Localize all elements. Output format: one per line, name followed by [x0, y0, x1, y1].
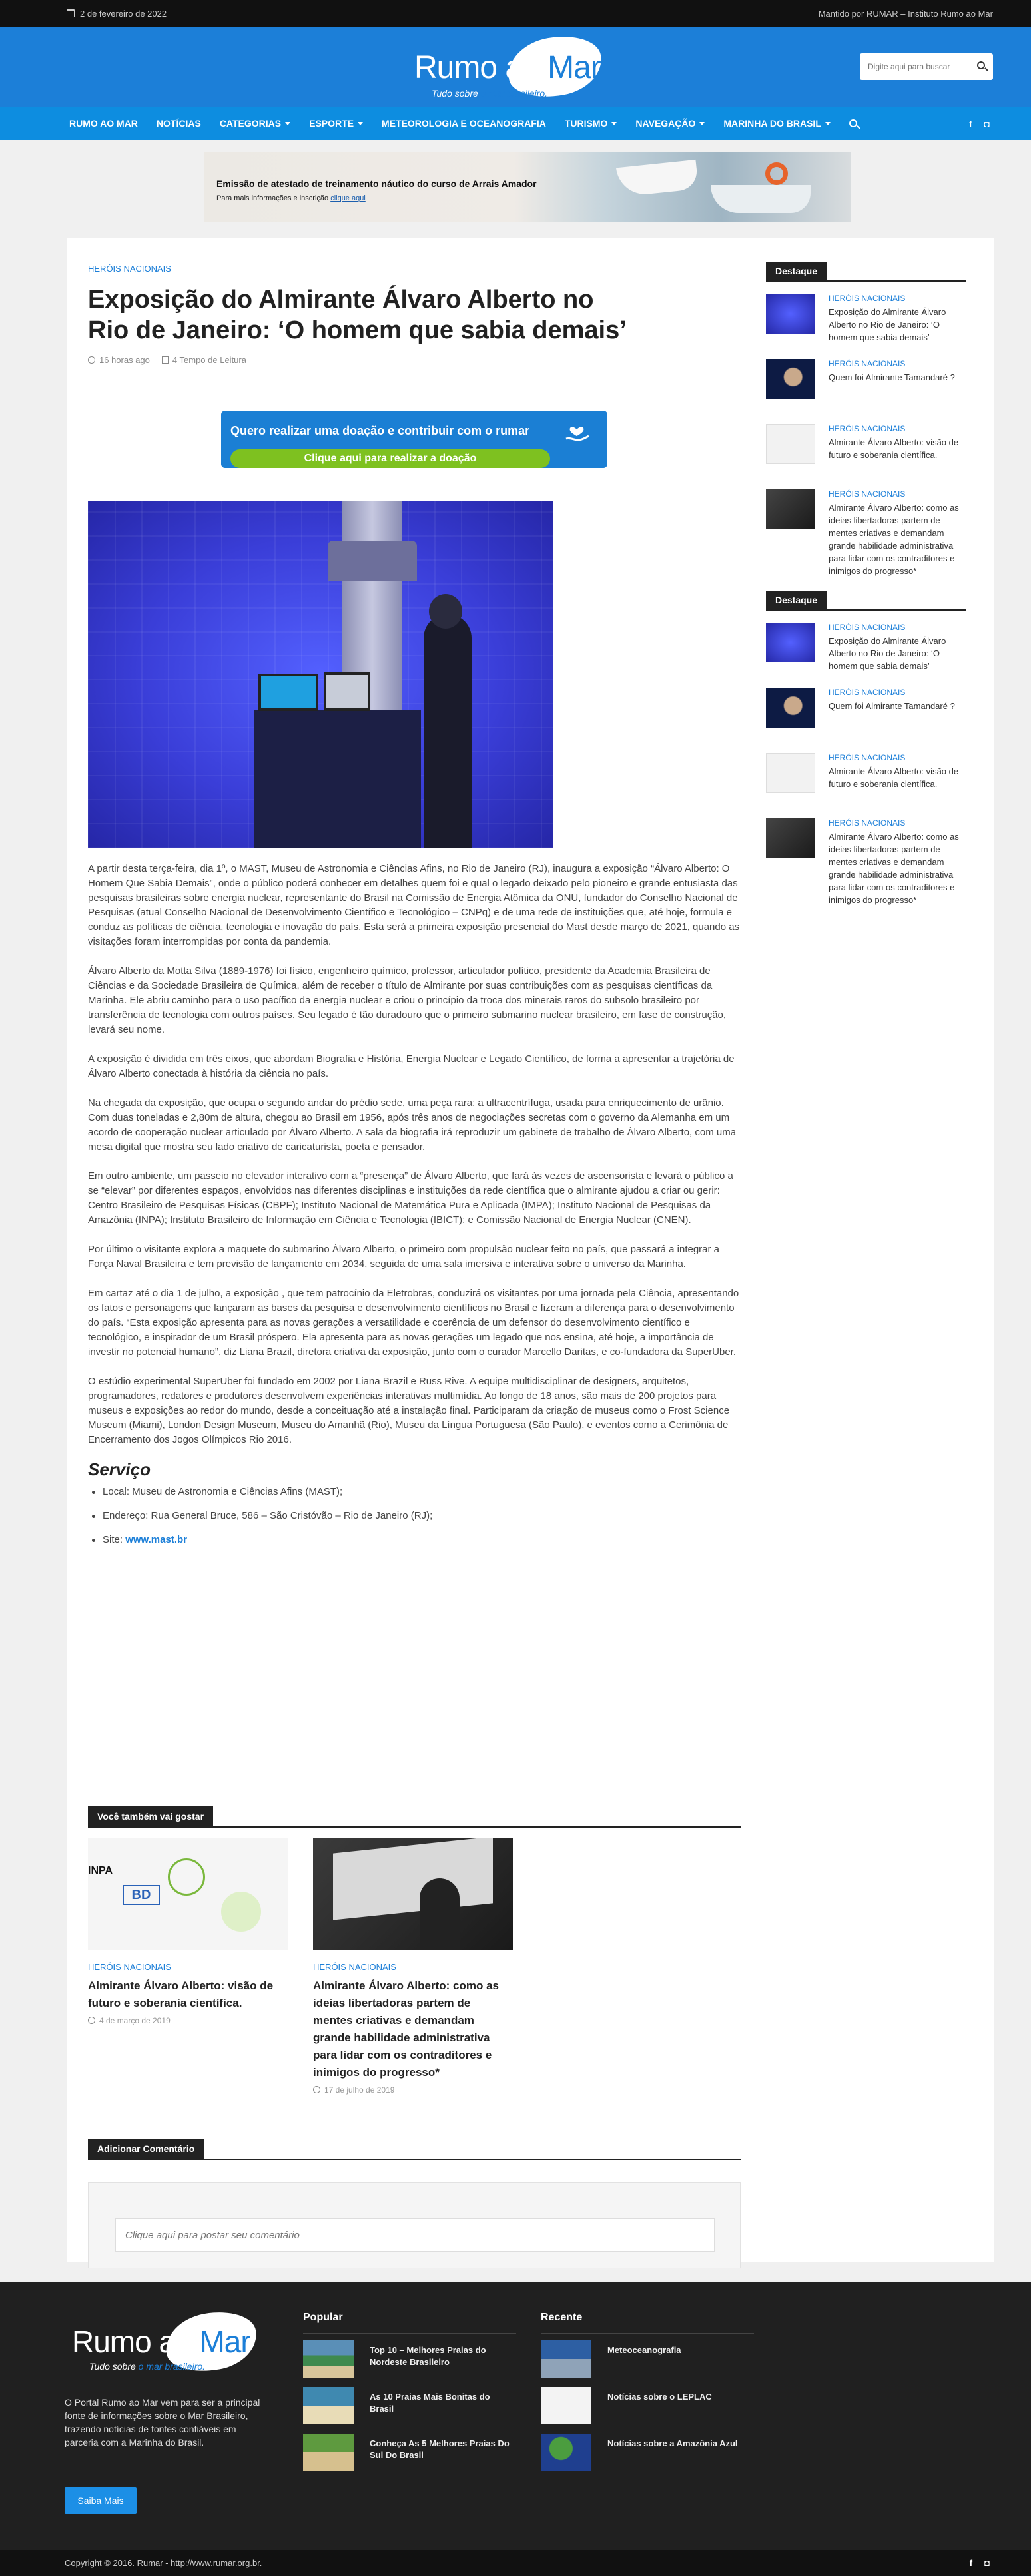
sidebar-thumb	[766, 294, 815, 334]
facebook-icon[interactable]: f	[968, 119, 972, 129]
site-footer	[0, 2282, 1031, 2550]
sidebar-heading: Destaque	[766, 262, 966, 282]
article-paragraph: Por último o visitante explora a maquete do submarino Álvaro Alberto, o primeiro com propulsão nuclear feito no país, que passará a integrar a Força Naval Brasileira e tem previsão de lançamento em 2034, seguida de uma sala imersiva e interativa sobre o universo da Marinha.	[88, 1244, 720, 1270]
site-header	[0, 27, 1031, 107]
related-title[interactable]: Almirante Álvaro Alberto: como as ideias libertadoras partem de mentes criativas e demandam grande habilidade administrativa para lidar com os contraditores e inimigos do progresso*	[313, 1979, 499, 2079]
footer-about: O Portal Rumo ao Mar vem para ser a principal fonte de informações sobre o Mar Brasileiro, trazendo notícias de fontes confiáveis em parceria com a Marinha do Brasil.	[65, 2397, 260, 2447]
chevron-down-icon	[611, 122, 617, 125]
chevron-down-icon	[699, 122, 705, 125]
article-category[interactable]: HERÓIS NACIONAIS	[88, 264, 171, 274]
boat-image	[616, 160, 699, 197]
instagram-icon[interactable]: ◘	[984, 2558, 990, 2568]
site-logo[interactable]	[413, 35, 613, 101]
sidebar-thumb	[766, 818, 815, 858]
header-search	[860, 53, 993, 80]
sidebar-item[interactable]: HERÓIS NACIONAIS Exposição do Almirante Álvaro Alberto no Rio de Janeiro: ‘O homem que sabia demais’	[766, 294, 966, 347]
article-paragraph: O estúdio experimental SuperUber foi fundado em 2002 por Liana Brazil e Russ Rive. A equipe multidisciplinar de designers, arquitetos, programadores, redatores e produtores desenvolvem experiências interativas multimídia. Ao longo de 18 anos, são mais de 200 projetos para museus e exposições ao redor do mundo, desde a conceituação até a instalação final. Participaram da criação de museus como o Frost Science Museum (Miami), London Design Museum, Museu do Amanhã (Rio), Museu da Língua Portuguesa (São Paulo), e eventos como a Cerimônia de Encerramento dos Jogos Olímpicos Rio 2016.	[88, 1376, 730, 1445]
main-nav	[0, 107, 1031, 140]
ad-headline: Emissão de atestado de treinamento náutico do curso de Arrais Amador	[216, 178, 537, 189]
calendar-icon	[67, 9, 75, 17]
footer-post[interactable]: As 10 Praias Mais Bonitas do Brasil	[303, 2387, 516, 2427]
boat-image	[711, 185, 811, 213]
article-paragraph: Em outro ambiente, um passeio no elevador interativo com a “presença” de Álvaro Alberto, que fará às vezes de ascensorista e levará o público a se “elevar” por diferentes espaços, envolvidos nas diferentes disciplinas e instituições da rede científica que o almirante ajudou a criar ou gerir: Centro Brasileiro de Pesquisas Físicas (CBPF); Instituto Nacional de Matemática Pura e Aplicada (IMPA); Instituto Nacional de Pesquisas da Amazônia (INPA); Instituto Brasileiro de Informação em Ciência e Tecnologia (IBICT); e Comissão Nacional de Energia Nuclear (CNEN).	[88, 1170, 733, 1226]
sidebar-destaque-2	[766, 591, 966, 905]
footer-recent	[541, 2312, 754, 2473]
reading-time: 4 Tempo de Leitura	[172, 355, 246, 365]
footer-post[interactable]: Conheça As 5 Melhores Praias Do Sul Do Brasil	[303, 2434, 516, 2473]
comment-box	[88, 2182, 741, 2268]
nav-marinha[interactable]: MARINHA DO BRASIL	[723, 118, 830, 129]
clock-icon	[88, 2017, 95, 2024]
footer-social	[970, 2558, 990, 2568]
sidebar-item[interactable]: HERÓIS NACIONAIS Quem foi Almirante Tamandaré ?	[766, 359, 966, 412]
sidebar-thumb	[766, 359, 815, 399]
article-image	[88, 501, 553, 848]
list-item: Local: Museu de Astronomia e Ciências Afins (MAST);	[88, 1485, 741, 1499]
article-body	[88, 862, 741, 1557]
current-date: 2 de fevereiro de 2022	[80, 8, 167, 19]
related-image: INPA BD	[88, 1838, 288, 1950]
comments-heading: Adicionar Comentário	[88, 2139, 741, 2160]
article-time: 16 horas ago	[99, 355, 150, 365]
ad-link[interactable]: clique aqui	[330, 194, 366, 202]
book-icon	[162, 356, 169, 364]
nav-rumo-ao-mar[interactable]: RUMO AO MAR	[69, 118, 138, 129]
logo-word-2: Mar	[547, 50, 601, 85]
sidebar-item[interactable]: HERÓIS NACIONAIS Almirante Álvaro Alberto: como as ideias libertadoras partem de mentes criativas e demandam grande habilidade administrativa para lidar com os contraditores e inimigos do progresso*	[766, 489, 966, 569]
search-icon[interactable]	[977, 61, 985, 69]
list-item: Site: www.mast.br	[88, 1533, 741, 1547]
related-image	[313, 1838, 513, 1950]
sidebar-heading: Destaque	[766, 591, 966, 611]
sidebar-thumb	[766, 424, 815, 464]
logo-word-1: Rumo ao	[414, 50, 548, 85]
nav-esporte[interactable]: ESPORTE	[309, 118, 363, 129]
comment-input[interactable]	[115, 2218, 715, 2252]
instagram-icon[interactable]: ◘	[984, 119, 990, 129]
nav-social	[969, 119, 990, 129]
footer-post[interactable]: Notícias sobre a Amazônia Azul	[541, 2434, 754, 2473]
date-display	[67, 9, 167, 19]
sidebar-item[interactable]: HERÓIS NACIONAIS Exposição do Almirante Álvaro Alberto no Rio de Janeiro: ‘O homem que sabia demais’	[766, 623, 966, 676]
footer-heading: Recente	[541, 2312, 754, 2334]
chevron-down-icon	[825, 122, 831, 125]
nav-search-icon[interactable]	[849, 119, 857, 127]
sidebar-thumb	[766, 489, 815, 529]
article-paragraph: A exposição é dividida em três eixos, que abordam Biografia e História, Energia Nuclear e Legado Científico, de forma a apresentar a trajetória de Álvaro Alberto conectada à história da ciência no país.	[88, 1053, 735, 1079]
logo-tagline-2: o mar brasileiro.	[480, 88, 548, 99]
search-input[interactable]	[868, 62, 968, 71]
chevron-down-icon	[285, 122, 290, 125]
logo-tagline-1: Tudo sobre	[432, 88, 481, 99]
nav-navegacao[interactable]: NAVEGAÇÃO	[635, 118, 705, 129]
main-card	[67, 238, 994, 2262]
nav-turismo[interactable]: TURISMO	[565, 118, 617, 129]
article-paragraph: Na chegada da exposição, que ocupa o segundo andar do prédio sede, uma peça rara: a ultracentrífuga, usada para enriquecimento de urânio. Com duas toneladas e 2,80m de altura, chegou ao Brasil em 1956, após três anos de negociações secretas com o governo da Alemanha em um acordo de cooperação nuclear articulado por Álvaro Alberto. A sala da biografia irá reproduzir um gabinete de trabalho de Álvaro Alberto, com uma mesa digital que mostra seu lado criativo de caricaturista, poeta e pensador.	[88, 1097, 737, 1153]
nav-meteorologia[interactable]: METEOROLOGIA E OCEANOGRAFIA	[382, 118, 546, 129]
related-date: 4 de março de 2019	[88, 2016, 288, 2025]
saiba-mais-button[interactable]: Saiba Mais	[65, 2487, 137, 2514]
footer-post[interactable]: Notícias sobre o LEPLAC	[541, 2387, 754, 2427]
chevron-down-icon	[358, 122, 363, 125]
copyright: Copyright © 2016. Rumar - http://www.rumar.org.br.	[65, 2558, 262, 2568]
footer-bottom	[0, 2550, 1031, 2576]
related-heading: Você também vai gostar	[88, 1806, 741, 1828]
article-paragraph: Álvaro Alberto da Motta Silva (1889-1976) foi físico, engenheiro químico, professor, articulador político, presidente da Academia Brasileira de Ciências e da Sociedade Brasileira de Química, além de receber o título de Almirante por suas contribuições com as pesquisas científicas da Marinha. Ele abriu caminho para o uso pacífico da energia nuclear e criou o princípio da troca dos minerais raros do subsolo brasileiro por transferência de tecnologia com outros países. Seu legado é tão duradouro que o primeiro submarino nuclear brasileiro, em fase de construção, levará seu nome.	[88, 965, 727, 1035]
footer-post[interactable]: Top 10 – Melhores Praias do Nordeste Brasileiro	[303, 2340, 516, 2380]
clock-icon	[313, 2086, 320, 2093]
facebook-icon[interactable]: f	[969, 2558, 973, 2568]
article-paragraph: Em cartaz até o dia 1 de julho, a exposição , que tem patrocínio da Eletrobras, conduzirá os visitantes por uma jornada pela Ciência, apresentando os fatos e personagens que lançaram as bases da pesquisa e desenvolvimento científicos no Brasil e fizeram a diferença para o desenvolvimento do país. “Esta exposição apresenta para as novas gerações a versatilidade e coerência de um defensor do desenvolvimento científico e tecnológico, e inspirador de um Brasil próspero. Ela apresenta para as novas gerações um legado que nos ensina, até hoje, a importância de investir no potencial humano”, diz Liana Brazil, diretora criativa da exposição, junto com o curador Marcello Daritas, e co-fundadora da SuperUber.	[88, 1288, 739, 1358]
sidebar-thumb	[766, 753, 815, 793]
ad-subline: Para mais informações e inscrição clique aqui	[216, 194, 366, 202]
footer-heading: Popular	[303, 2312, 516, 2334]
related-category[interactable]: HERÓIS NACIONAIS	[313, 1962, 396, 1972]
sidebar-item[interactable]: HERÓIS NACIONAIS Almirante Álvaro Alberto: visão de futuro e soberania científica.	[766, 424, 966, 477]
lifebuoy-icon	[765, 162, 788, 185]
footer-popular	[303, 2312, 516, 2473]
related-card[interactable]	[313, 1838, 513, 2095]
related-date: 17 de julho de 2019	[313, 2085, 513, 2095]
footer-post[interactable]: Meteoceanografia	[541, 2340, 754, 2380]
sidebar-item[interactable]: HERÓIS NACIONAIS Quem foi Almirante Tamandaré ?	[766, 688, 966, 741]
top-bar	[0, 0, 1031, 27]
servico-list	[88, 1485, 741, 1547]
servico-heading: Serviço	[88, 1459, 151, 1479]
nav-noticias[interactable]: NOTÍCIAS	[156, 118, 201, 129]
sidebar-thumb	[766, 623, 815, 662]
donation-box	[221, 411, 607, 468]
sidebar-item[interactable]: HERÓIS NACIONAIS Almirante Álvaro Alberto: como as ideias libertadoras partem de mentes criativas e demandam grande habilidade administrativa para lidar com os contraditores e inimigos do progresso*	[766, 818, 966, 898]
list-item: Endereço: Rua General Bruce, 586 – São Cristóvão – Rio de Janeiro (RJ);	[88, 1509, 741, 1523]
article-paragraph: A partir desta terça-feira, dia 1º, o MAST, Museu de Astronomia e Ciências Afins, no Rio de Janeiro (RJ), inaugura a exposição “Álvaro Alberto: O Homem Que Sabia Demais”, onde o público poderá conhecer em detalhes quem foi e qual o legado deixado pelo pioneiro e grande entusiasta das pesquisas brasileiras sobre energia nuclear, representante do Brasil na Comissão de Energia Atômica da ONU, fundador do Conselho Nacional de Pesquisas (atual Conselho Nacional de Desenvolvimento Científico e Tecnológico – CNPq) e de uma rede de instituições que, até hoje, formula e conduz as políticas de ciência, tecnologia e inovação do país. Esta será a primeira exposição presencial do Mast desde março de 2021, quando as visitações foram interrompidas por conta da pandemia.	[88, 863, 740, 947]
sidebar-thumb	[766, 688, 815, 728]
sidebar-item[interactable]: HERÓIS NACIONAIS Almirante Álvaro Alberto: visão de futuro e soberania científica.	[766, 753, 966, 806]
related-card[interactable]	[88, 1838, 288, 2025]
article-content	[88, 263, 741, 2154]
related-title[interactable]: Almirante Álvaro Alberto: visão de futuro e soberania científica.	[88, 1979, 274, 2009]
donate-button[interactable]: Clique aqui para realizar a doação	[230, 449, 550, 468]
maintainer-text: Mantido por RUMAR – Instituto Rumo ao Mar	[818, 8, 993, 19]
article-title: Exposição do Almirante Álvaro Alberto no Rio de Janeiro: ‘O homem que sabia demais’	[88, 286, 627, 344]
nav-categorias[interactable]: CATEGORIAS	[220, 118, 290, 129]
related-category[interactable]: HERÓIS NACIONAIS	[88, 1962, 171, 1972]
clock-icon	[88, 356, 95, 364]
ad-banner[interactable]	[204, 152, 851, 222]
footer-logo[interactable]: Rumo ao Mar Tudo sobre o mar brasileiro.	[65, 2312, 265, 2378]
donation-text: Quero realizar uma doação e contribuir com o rumar	[230, 424, 530, 437]
article-meta	[88, 355, 741, 365]
site-link[interactable]: www.mast.br	[125, 1534, 187, 1545]
sidebar-destaque	[766, 262, 966, 576]
heart-hand-icon	[563, 417, 590, 444]
